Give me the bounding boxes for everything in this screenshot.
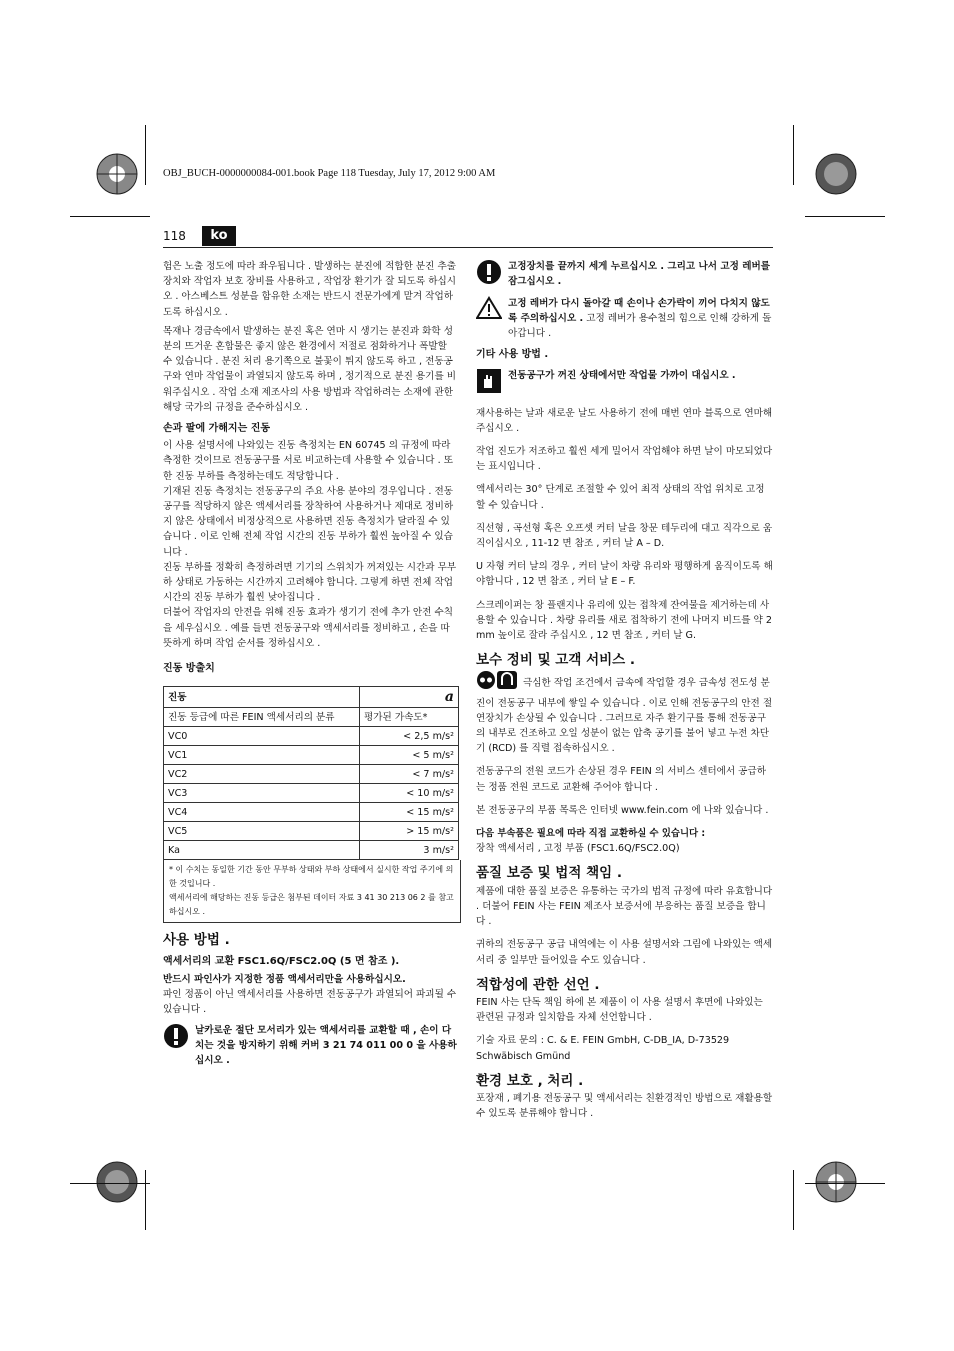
table-row: [164, 784, 459, 803]
table-cell: VC0: [164, 727, 360, 746]
registration-mark-top-right: [812, 150, 860, 202]
warning-text-normal: 고정 레버가 용수철의 힘으로 인해 강하게 돌아갑니다 .: [508, 313, 772, 340]
warning-text: 날카로운 절단 모서리가 있는 액세서리를 교환할 때 , 손이 다치는 것을 방지하기 위해 커버 3 21 74 011 00 0 을 사용하십시오 .: [195, 1025, 457, 1067]
paragraph: U 자형 커터 날의 경우 , 커터 날이 차량 유리와 평행하게 움직이도록 해야합니다 , 12 면 참조 , 커터 날 E – F.: [476, 561, 773, 588]
paragraph-text: 극심한 작업 조건에서 금속에 작업할 경우 금속성 전도성 분진이 전동공구 내부에 쌓일 수 있습니다 . 이로 인해 전동공구의 안전 절연장치가 손상될 수 있습니다 . 그러므로 자주 환기구를 통해 전동공구의 내부로 건조하고 오일 성분이 없는 압축 공기를 불어 넣고 누전 차단기 (RCD) 를 직렬 접속하십시오 .: [476, 678, 773, 755]
warning-exclamation-icon: [476, 259, 502, 290]
table-cell: a: [360, 687, 459, 708]
left-column: [163, 259, 459, 1074]
registration-mark-bottom-left: [93, 1158, 141, 1210]
table-row: [164, 746, 459, 765]
warning-triangle-icon: [476, 296, 502, 341]
table-cell: < 2,5 m/s²: [360, 727, 459, 746]
goggles-icon: [476, 670, 496, 695]
paragraph: 더불어 작업자의 안전을 위해 진동 효과가 생기기 전에 추가 안전 수칙을 세우십시오 . 예를 들면 전동공구와 액세서리를 정비하고 , 손을 따뜻하게 하며 작업 순서를 정하십시오 .: [163, 607, 453, 649]
section-heading-conformity: 적합성에 관한 선언 .: [476, 976, 600, 993]
paragraph: 본 전동공구의 부품 목록은 인터넷 www.fein.com 에 나와 있습니다 .: [476, 804, 769, 816]
crop-line: [70, 216, 150, 217]
crop-line: [805, 216, 885, 217]
paragraph: 이 사용 설명서에 나와있는 진동 측정치는 EN 60745 의 규정에 따라 측정한 것이므로 전동공구를 서로 비교하는데 사용할 수 있습니다 . 또한 진동 부하를 측정하는데도 적당합니다 .: [163, 440, 453, 482]
language-badge: ko: [202, 226, 236, 246]
header-rule: [163, 247, 773, 248]
table-cell: VC2: [164, 765, 360, 784]
paragraph: 직선형 , 곡선형 혹은 오프셋 커터 날을 창문 테두리에 대고 직각으로 움직이십시오 , 11-12 면 참조 , 커터 날 A – D.: [476, 522, 773, 550]
table-cell: < 7 m/s²: [360, 765, 459, 784]
print-line: OBJ_BUCH-0000000084-001.book Page 118 Tuesday, July 17, 2012 9:00 AM: [163, 168, 496, 179]
page-number: 118: [163, 229, 186, 243]
paragraph: 스크레이퍼는 창 플랜지나 유리에 있는 접착제 잔여물을 제거하는데 사용할 수 있습니다 . 차량 유리를 새로 접착하기 전에 나머지 비드를 약 2 mm 높이로 잘라 주십시오 , 12 면 참조 , 커터 날 G.: [476, 599, 772, 642]
paragraph: 귀하의 전동공구 공급 내역에는 이 사용 설명서와 그림에 나와있는 액세서리 중 일부만 들어있을 수도 있습니다 .: [476, 939, 773, 966]
table-row: [164, 687, 459, 708]
paragraph: 진동 부하를 정확히 측정하려면 기기의 스위치가 꺼져있는 시간과 무부하 상태로 가동하는 시간까지 고려해야 합니다. 그렇게 하면 전체 작업 시간의 진동 부하가 훨씬 낮아집니다 .: [163, 561, 457, 604]
table-cell: Ka: [164, 841, 360, 860]
section-heading-service: 보수 정비 및 고객 서비스 .: [476, 652, 636, 669]
table-cell: 진동 등급에 따른 FEIN 액세서리의 분류: [164, 708, 360, 727]
section-heading-usage: 사용 방법 .: [163, 932, 230, 949]
registration-mark-icon: [812, 1158, 860, 1206]
section-heading-emission: 진동 방출치: [163, 663, 215, 675]
ear-protection-icon: [496, 670, 518, 695]
paragraph: 재사용하는 날과 새로운 날도 사용하기 전에 매번 연마 블록으로 연마해 주십시오 .: [476, 407, 773, 434]
table-footnote: [163, 860, 461, 923]
paragraph: 목재나 경금속에서 발생하는 분진 혹은 연마 시 생기는 분진과 화학 성분의 뜨거운 혼합물은 좋지 않은 환경에서 저절로 점화하거나 폭발할 수 있습니다 . 분진 처리 용기쪽으로 불꽃이 튀지 않도록 하고 , 전동공구와 연마 작업물이 과열되지 않도록 하며 , 정기적으로 분진 용기를 비워주십시오 . 작업 소재 제조사의 사용 방법과 작업하려는 소재에 관한 해당 국가의 규정을 준수하십시오 .: [163, 325, 457, 413]
subheading-other-usage: 기타 사용 방법 .: [476, 349, 549, 361]
registration-mark-icon: [93, 150, 141, 198]
color-target-icon: [812, 150, 860, 198]
warning-text-bold: 고정 레버가 다시 돌아갈 때 손이나 손가락이 끼어 다치지 않도록 주의하십시오 .: [508, 298, 770, 325]
hand-caution-icon: [476, 368, 502, 399]
crop-line: [70, 1183, 150, 1184]
color-target-icon: [93, 1158, 141, 1206]
table-row: [164, 765, 459, 784]
section-heading-environment: 환경 보호 , 처리 .: [476, 1072, 584, 1089]
table-cell: 평가된 가속도*: [360, 708, 459, 727]
paragraph: 험은 노출 정도에 따라 좌우됩니다 . 발생하는 분진에 적합한 분진 추출장치와 작업자 보호 장비를 사용하고 , 작업장 환기가 잘 되도록 하십시오 . 아스베스트 성분을 함유한 소재는 반드시 전문가에게 맡겨 작업하도록 하십시오 .: [163, 261, 457, 318]
caution-note: [476, 368, 773, 399]
crop-line: [145, 1170, 146, 1230]
table-cell: VC4: [164, 803, 360, 822]
crop-line: [793, 1170, 794, 1230]
table-row: [164, 803, 459, 822]
footnote-line: * 이 수치는 동일한 기간 동안 무부하 상태와 부하 상태에서 실시한 작업 주기에 의한 것입니다 .: [169, 865, 454, 889]
paragraph: 다음 부속품은 필요에 따라 직접 교환하실 수 있습니다 :: [476, 828, 706, 840]
paragraph: 제품에 대한 품질 보증은 유통하는 국가의 법적 규정에 따라 유효합니다 . 더불어 FEIN 사는 FEIN 제조사 보증서에 부응하는 품질 보증을 합니다 .: [476, 885, 773, 928]
subheading-accessory-change: 액세서리의 교환 FSC1.6Q/FSC2.0Q (5 면 참조 ).: [163, 956, 400, 968]
paragraph: 파인 정품이 아닌 액세서리를 사용하면 전동공구가 과열되어 파괴될 수 있습니다 .: [163, 988, 457, 1016]
warning-note: [476, 296, 773, 341]
table-cell: < 10 m/s²: [360, 784, 459, 803]
registration-mark-bottom-right: [812, 1158, 860, 1210]
section-heading-warranty: 품질 보증 및 법적 책임 .: [476, 865, 622, 882]
table-row: [164, 708, 459, 727]
table-row: [164, 841, 459, 860]
table-cell: > 15 m/s²: [360, 822, 459, 841]
table-cell: 3 m/s²: [360, 841, 459, 860]
paragraph: 기술 자료 문의 : C. & E. FEIN GmbH, C-DB_IA, D-73529 Schwäbisch Gmünd: [476, 1035, 730, 1062]
paragraph: 장착 액세서리 , 고정 부품 (FSC1.6Q/FSC2.0Q): [476, 843, 680, 855]
table-cell: VC3: [164, 784, 360, 803]
paragraph: 포장재 , 폐기용 전동공구 및 액세서리는 친환경적인 방법으로 재활용할 수 있도록 분류해야 합니다 .: [476, 1092, 773, 1120]
table-row: [164, 822, 459, 841]
table-cell: 진동: [164, 687, 360, 708]
crop-line: [805, 1183, 885, 1184]
warning-text: 고정장치를 끝까지 세게 누르십시오 . 그리고 나서 고정 레버를 잠그십시오 .: [508, 261, 771, 287]
table-cell: VC5: [164, 822, 360, 841]
footnote-line: 액세서리에 해당하는 진동 등급은 첨부된 데이터 자료 3 41 30 213 06 2 를 참고하십시오 .: [169, 893, 454, 917]
paragraph: 전동공구의 전원 코드가 손상된 경우 FEIN 의 서비스 센터에서 공급하는 정품 전원 코드로 교환해 주어야 합니다 .: [476, 766, 766, 793]
registration-mark-top-left: [93, 150, 141, 202]
table-cell: < 15 m/s²: [360, 803, 459, 822]
table-cell: VC1: [164, 746, 360, 765]
paragraph: 액세서리는 30° 단계로 조절할 수 있어 최적 상태의 작업 위치로 고정할 수 있습니다 .: [476, 484, 765, 511]
right-column: [476, 259, 773, 1125]
paragraph: 작업 진도가 저조하고 훨씬 세게 밀어서 작업해야 하면 날이 마모되었다는 표시입니다 .: [476, 446, 773, 473]
warning-note: [163, 1023, 459, 1068]
warning-exclamation-icon: [163, 1023, 189, 1068]
table-cell: < 5 m/s²: [360, 746, 459, 765]
warning-text: [508, 296, 773, 341]
paragraph: FEIN 사는 단독 책임 하에 본 제품이 이 사용 설명서 후면에 나와있는 관련된 규정과 일치함을 자체 선언합니다 .: [476, 996, 763, 1024]
warning-note: [476, 259, 773, 290]
paragraph: 기재된 진동 측정치는 전동공구의 주요 사용 분야의 경우입니다 . 전동공구를 적당하지 않은 액세서리를 장착하여 사용하거나 제대로 정비하지 않은 상태에서 비정상적으로 사용하면 진동 측정치가 달라질 수 있습니다 . 이로 인해 전체 작업 시간의 진동 부하가 훨씬 높아질 수 있습니다 .: [163, 485, 454, 558]
vibration-table: [163, 686, 459, 860]
crop-line: [793, 125, 794, 185]
crop-line: [145, 125, 146, 185]
section-heading-vibration: 손과 팔에 가해지는 진동: [163, 423, 271, 435]
table-row: [164, 727, 459, 746]
paragraph: [476, 670, 773, 756]
caution-text: 전동공구가 꺼진 상태에서만 작업물 가까이 대십시오 .: [508, 370, 736, 382]
paragraph: 반드시 파인사가 지정한 정품 액세서리만을 사용하십시오.: [163, 973, 406, 985]
